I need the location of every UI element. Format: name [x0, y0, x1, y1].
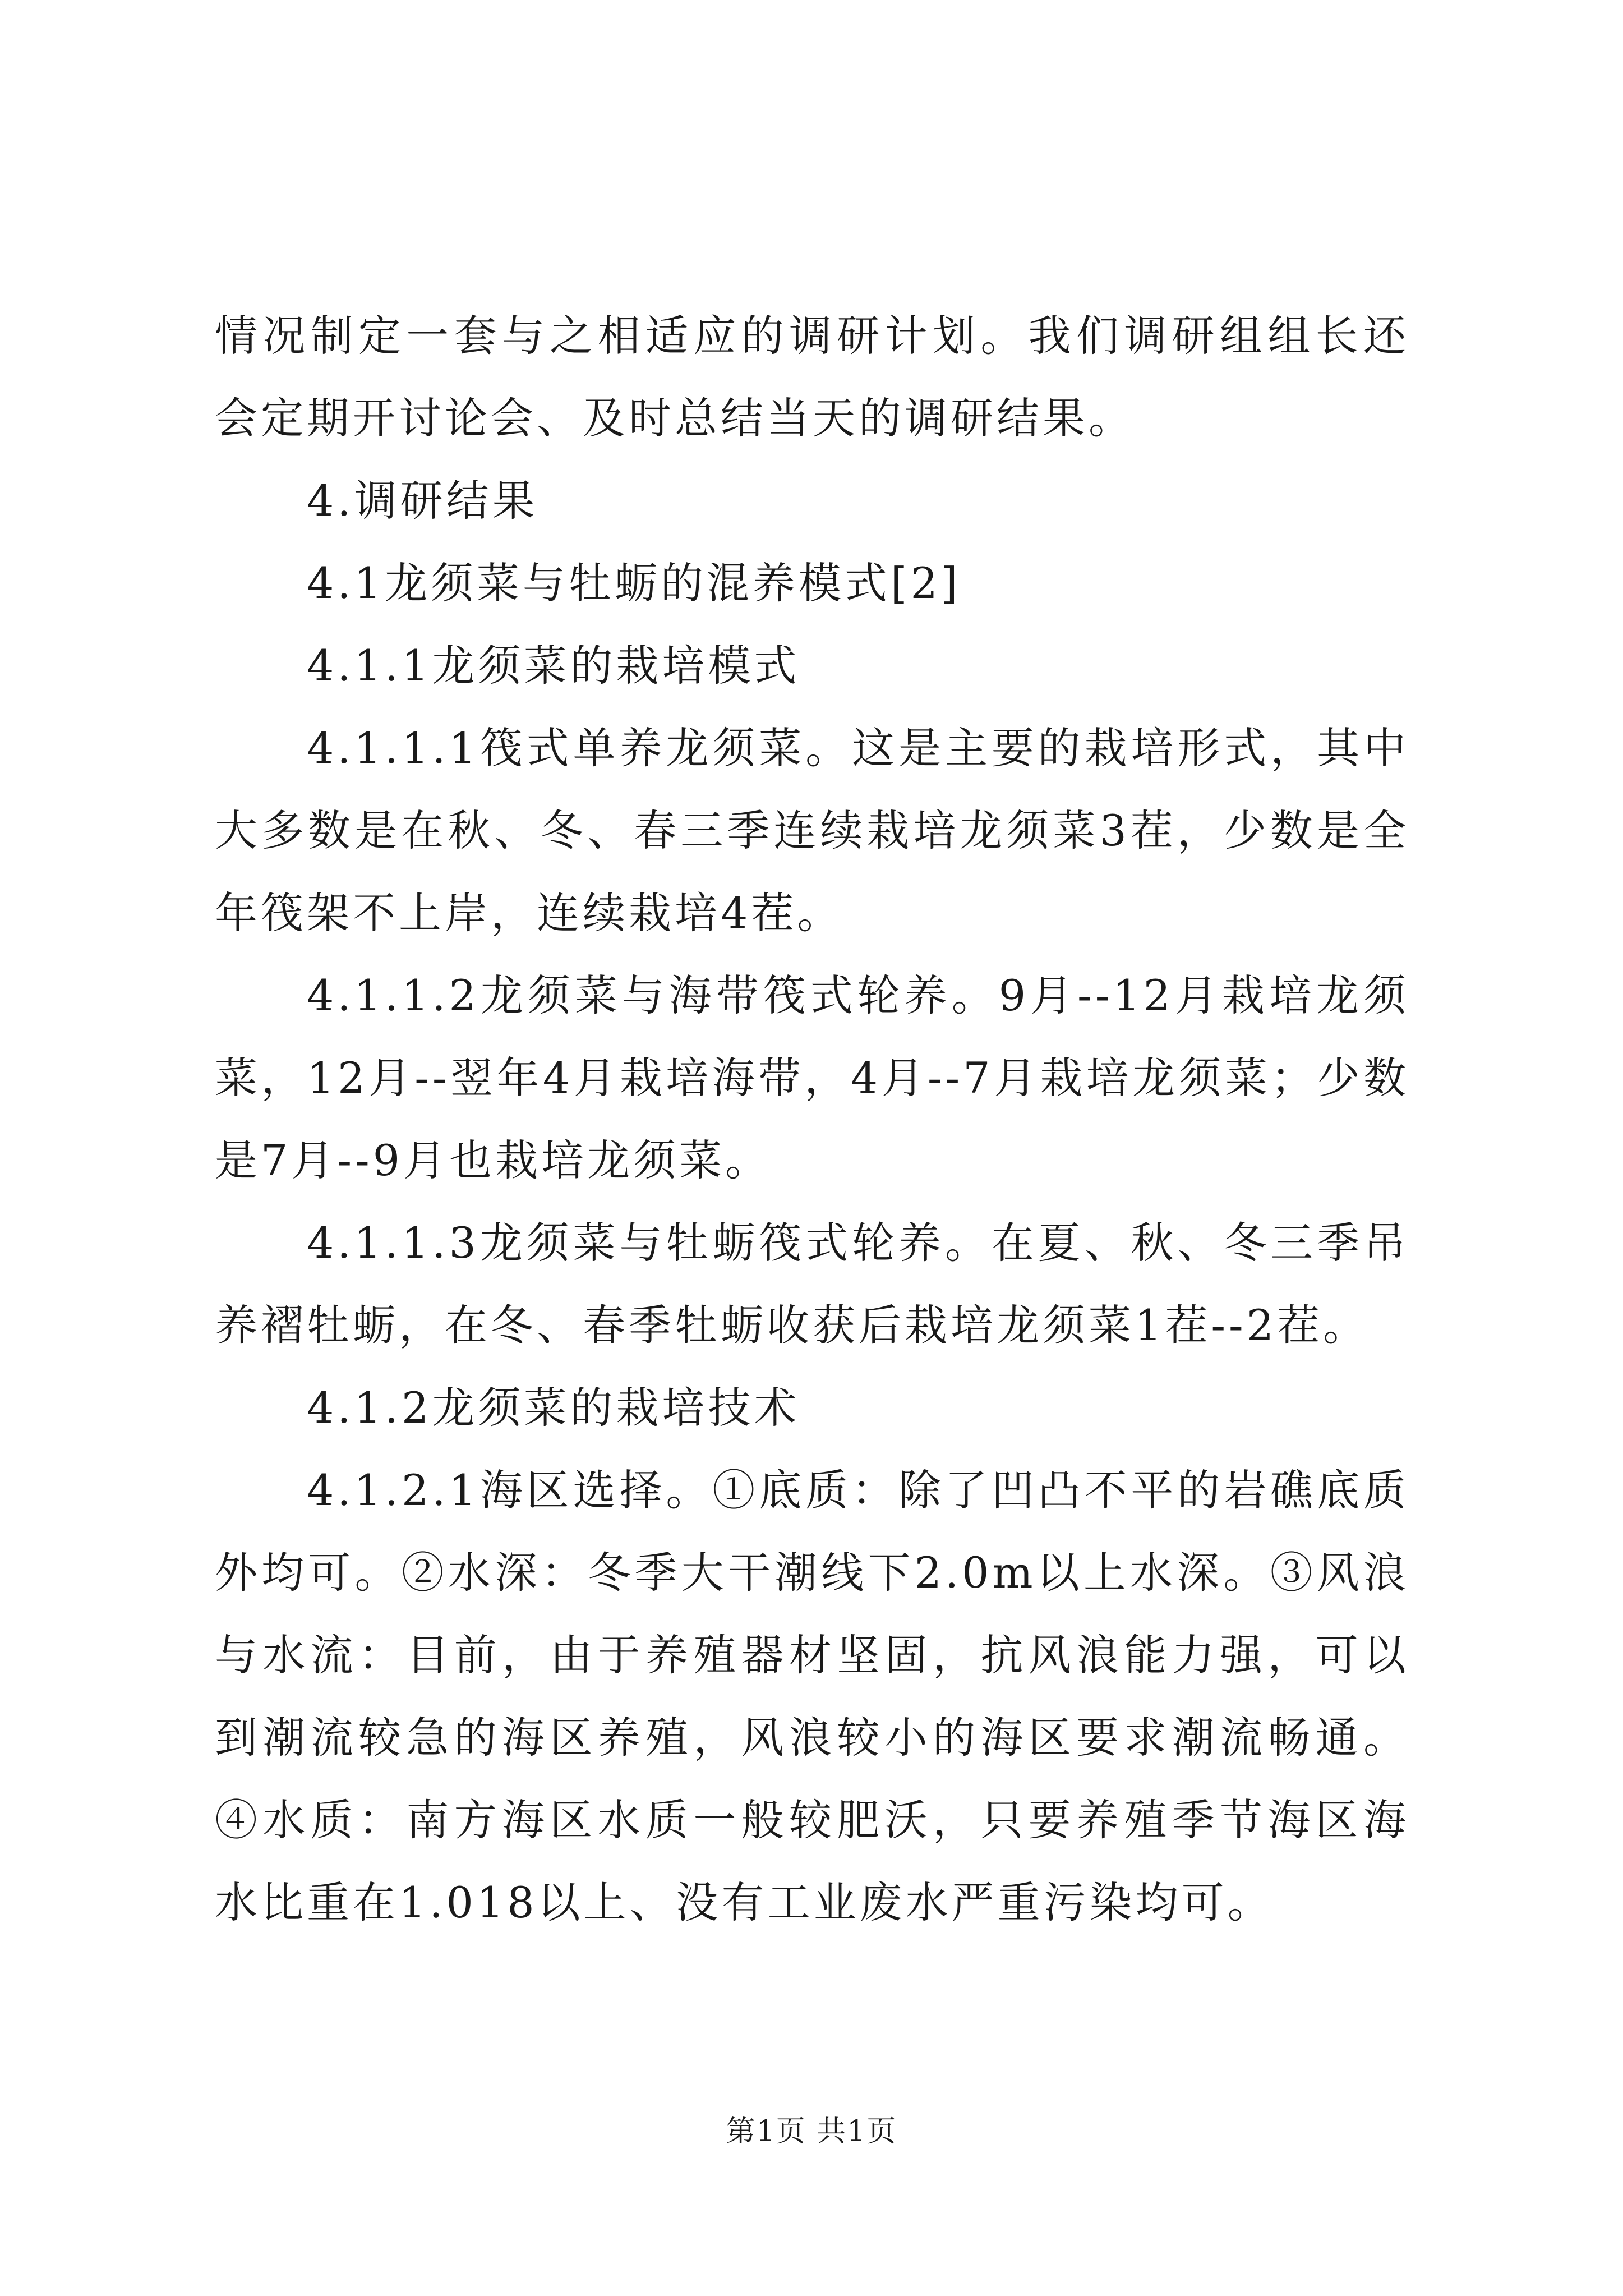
paragraph: 4.1.1.1筏式单养龙须菜。这是主要的栽培形式，其中大多数是在秋、冬、春三季连续栽培龙须菜3茬，少数是全年筏架不上岸，连续栽培4茬。 — [215, 723, 1409, 938]
page-footer: 第1页 共1页 — [726, 2115, 897, 2148]
section-heading: 4.1.2龙须菜的栽培技术 — [307, 1383, 800, 1433]
paragraph: 情况制定一套与之相适应的调研计划。我们调研组组长还会定期开讨论会、及时总结当天的调研结果。 — [215, 311, 1409, 443]
section-heading: 4.1.1龙须菜的栽培模式 — [307, 641, 800, 691]
document-body — [215, 295, 1409, 1944]
paragraph: 4.1.1.3龙须菜与牡蛎筏式轮养。在夏、秋、冬三季吊养褶牡蛎，在冬、春季牡蛎收获后栽培龙须菜1茬--2茬。 — [215, 1218, 1409, 1350]
paragraph: 4.1.2.1海区选择。①底质：除了凹凸不平的岩礁底质外均可。②水深：冬季大干潮线下2.0m以上水深。③风浪与水流：目前，由于养殖器材坚固，抗风浪能力强，可以到潮流较急的海区养殖，风浪较小的海区要求潮流畅通。④水质：南方海区水质一般较肥沃，只要养殖季节海区海水比重在1.018以上、没有工业废水严重污染均可。 — [215, 1465, 1409, 1927]
section-heading: 4.1龙须菜与牡蛎的混养模式[2] — [307, 558, 961, 608]
paragraph: 4.1.1.2龙须菜与海带筏式轮养。9月--12月栽培龙须菜，12月--翌年4月栽培海带，4月--7月栽培龙须菜；少数是7月--9月也栽培龙须菜。 — [215, 970, 1409, 1185]
section-heading: 4.调研结果 — [307, 476, 538, 526]
